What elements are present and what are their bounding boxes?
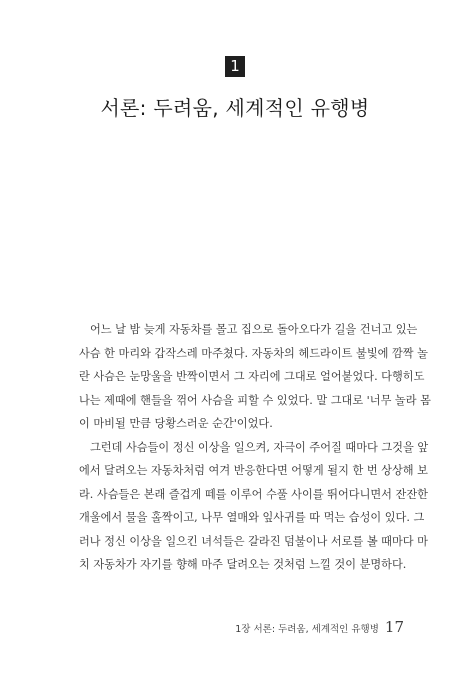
page-footer — [235, 618, 404, 636]
text-line: 사슴 한 마리와 갑작스레 마주쳤다. 자동차의 헤드라이트 불빛에 깜짝 놀 — [79, 346, 428, 360]
text-line: 러나 정신 이상을 일으킨 녀석들은 갈라진 덤불이나 서로를 볼 때마다 마 — [79, 534, 428, 548]
text-line: 에서 달려오는 자동차처럼 여겨 반응한다면 어떻게 될지 한 번 상상해 보 — [79, 464, 428, 477]
text-line: 개울에서 물을 홀짝이고, 나무 열매와 잎사귀를 따 먹는 습성이 있다. 그 — [79, 511, 425, 524]
chapter-number-badge: 1 — [225, 56, 245, 77]
text-line: 라. 사슴들은 본래 즐겁게 떼를 이루어 수풀 사이를 뛰어다니면서 잔잔한 — [79, 487, 428, 501]
text-line: 어느 날 밤 늦게 자동차를 몰고 집으로 돌아오다가 길을 건너고 있는 — [90, 323, 418, 336]
text-line: 이 마비될 만큼 당황스러운 순간'이었다. — [79, 417, 273, 430]
text-line: 나는 제때에 핸들을 꺾어 사슴을 피할 수 있었다. 말 그대로 '너무 놀라 몸 — [79, 393, 431, 407]
paragraph-2 — [68, 436, 429, 577]
text-line: 치 자동차가 자기를 향해 마주 달려오는 것처럼 느낄 것이 분명하다. — [79, 558, 407, 571]
paragraph-1 — [68, 318, 431, 436]
running-head: 1장 서론: 두려움, 세계적인 유행병 — [235, 624, 379, 635]
chapter-title: 서론: 두려움, 세계적인 유행병 — [100, 96, 370, 120]
text-line: 그런데 사슴들이 정신 이상을 일으켜, 자극이 주어질 때마다 그것을 앞 — [90, 440, 429, 454]
text-line: 란 사슴은 눈망울을 반짝이면서 그 자리에 그대로 얼어붙었다. 다행히도 — [79, 370, 425, 383]
body-text — [68, 318, 431, 577]
page-number: 17 — [384, 618, 404, 636]
